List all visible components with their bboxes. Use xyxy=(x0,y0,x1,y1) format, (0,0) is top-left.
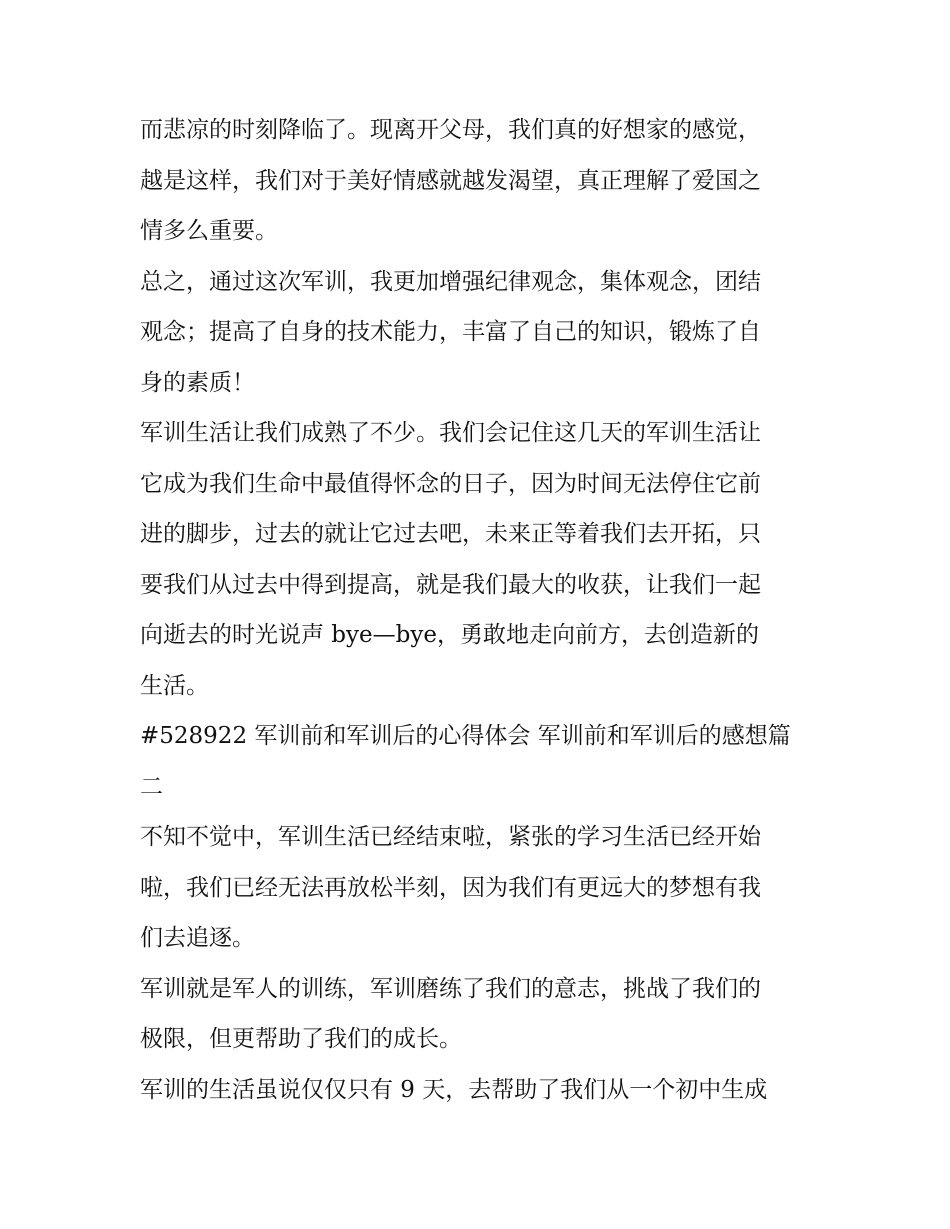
paragraph: 总之，通过这次军训，我更加增强纪律观念，集体观念，团结 观念；提高了自身的技术能力，丰富了自己的知识，锻炼了自 身的素质！ xyxy=(140,268,761,396)
paragraph: 军训就是军人的训练，军训磨练了我们的意志，挑战了我们的 极限，但更帮助了我们的成长。 xyxy=(140,975,761,1052)
paragraph: 而悲凉的时刻降临了。现离开父母，我们真的好想家的感觉， 越是这样，我们对于美好情感就越发渴望，真正理解了爱国之 情多么重要。 xyxy=(140,117,761,244)
document-body xyxy=(140,105,812,1115)
section-heading: #528922 军训前和军训后的心得体会 军训前和军训后的感想篇 二 xyxy=(140,723,791,800)
paragraph: 不知不觉中，军训生活已经结束啦，紧张的学习生活已经开始 啦，我们已经无法再放松半刻，因为我们有更远大的梦想有我 们去追逐。 xyxy=(140,824,761,951)
paragraph: 军训生活让我们成熟了不少。我们会记住这几天的军训生活让 它成为我们生命中最值得怀念的日子，因为时间无法停住它前 进的脚步，过去的就让它过去吧，未来正等着我们去开拓，只 要我们从过去中得到提高，就是我们最大的收获，让我们一起 向逝去的时光说声 bye—bye，勇敢地走向前方，去创造新的 生活。 xyxy=(140,420,761,699)
paragraph: 军训的生活虽说仅仅只有 9 天，去帮助了我们从一个初中生成 xyxy=(140,1076,768,1103)
